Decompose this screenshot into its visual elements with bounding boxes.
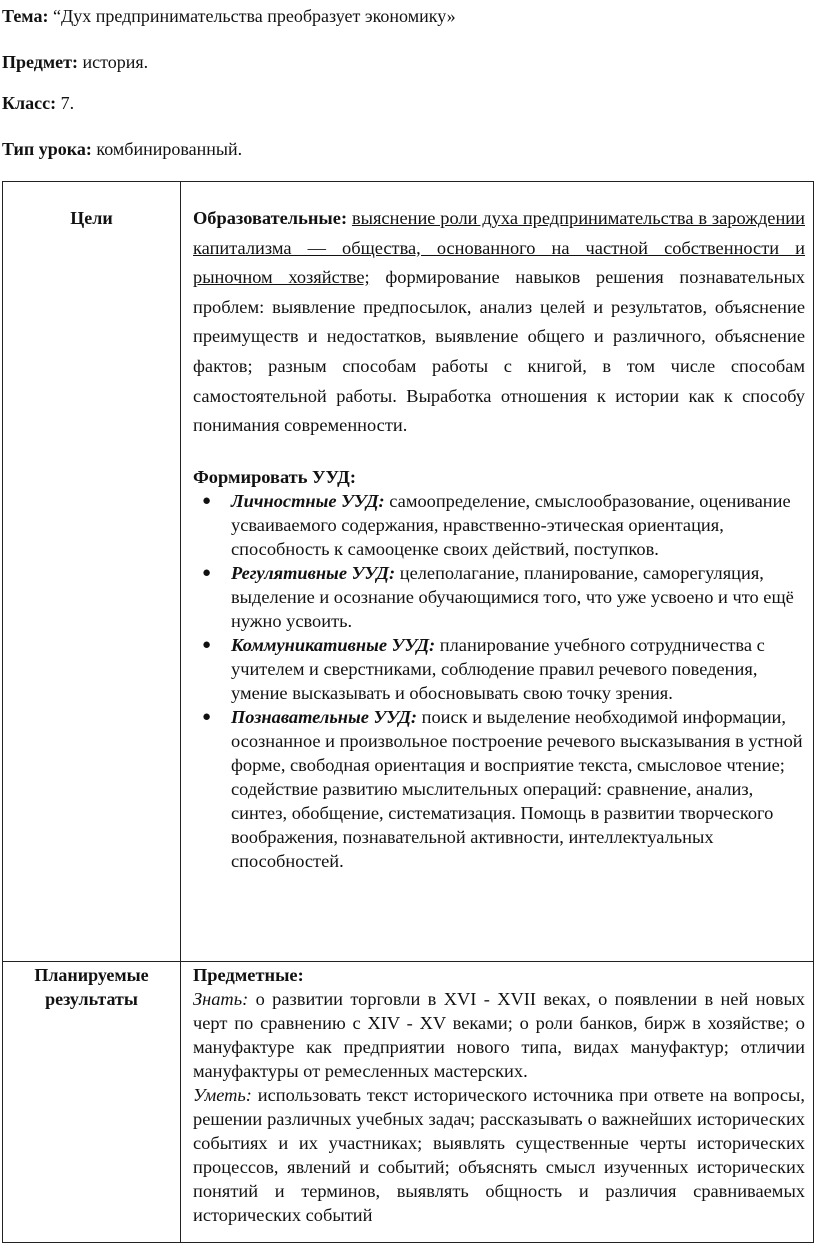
results-label: Планируемые результаты: [34, 965, 149, 1009]
bullet-icon: ●: [202, 708, 212, 725]
uud-item-text: планирование учебного сотрудничества с учителем и сверстниками, соблюдение правил речевого поведения, умение высказывать и обосновывать свою точку зрения.: [231, 634, 765, 703]
topic-value: “Дух предпринимательства преобразует экономику»: [52, 6, 456, 26]
list-item: [202, 705, 805, 873]
uud-item-label: Коммуникативные УУД:: [231, 634, 436, 655]
goals-label-cell: [3, 182, 181, 962]
list-item: [202, 633, 805, 705]
educational-label: Образовательные:: [193, 208, 348, 228]
topic-line: [2, 5, 456, 27]
uud-item-text: поиск и выделение необходимой информации, осознанное и произвольное построение речевого высказывания в устной форме, свободная ориентация и восприятие текста, смысловое чтение; содействие развитию мыслительных операций: сравнение, анализ, синтез, обобщение, систематизация. Помощь в развитии творческого воображения, познавательной активности, интеллектуальных способностей.: [231, 706, 803, 871]
results-row: [3, 962, 814, 1243]
uud-item-text: целеполагание, планирование, саморегуляция, выделение и осознание обучающимися того, что уже усвоено и что ещё нужно усвоить.: [231, 562, 794, 631]
can-text: использовать текст исторического источника при ответе на вопросы, решении различных учебных задач; рассказывать о важнейших исторических событиях и их участниках; выявлять существенные черты исторических процессов, явлений и событий; объяснять смысл изученных исторических понятий и терминов, выявлять общность и различия сравниваемых исторических событий: [193, 1085, 805, 1225]
lesson-type-value: комбинированный.: [96, 139, 243, 159]
educational-underlined-text: выяснение роли духа предпринимательства в зарождении капитализма — общества, основанного на частной собственности и рыночном хозяйстве;: [193, 208, 805, 288]
topic-label: Тема:: [2, 6, 49, 26]
lesson-type-line: [2, 138, 242, 160]
uud-item-label: Личностные УУД:: [231, 490, 385, 511]
uud-item-text: самоопределение, смыслообразование, оценивание усваиваемого содержания, нравственно-этическая ориентация, способность к самооценке своих действий, поступков.: [231, 490, 791, 559]
educational-goals-paragraph: [193, 204, 805, 441]
goals-label: Цели: [70, 208, 113, 228]
know-text: о развитии торговли в XVI - XVII веках, о появлении в ней новых черт по сравнению с XIV - XV веками; о роли банков, бирж в хозяйстве; о мануфактуре как предприятии нового типа, видах мануфактур; отличии мануфактуры от ремесленных мастерских.: [193, 989, 806, 1081]
class-value: 7.: [60, 93, 75, 113]
list-item: [202, 561, 805, 633]
lesson-plan-table: [2, 181, 814, 1243]
uud-list: [193, 489, 805, 873]
subject-value: история.: [82, 52, 149, 72]
results-label-cell: [3, 962, 181, 1243]
can-label: Уметь:: [193, 1085, 252, 1105]
educational-rest-text: формирование навыков решения познавательных проблем: выявление предпосылок, анализ целей и результатов, объяснение преимуществ и недостатков, выявление общего и различного, объяснение фактов; разным способам работы с книгой, в том числе способам самостоятельной работы. Выработка отношения к истории как к способу понимания современности.: [193, 267, 805, 436]
goals-row: [3, 182, 814, 962]
bullet-icon: ●: [202, 492, 212, 509]
uud-heading: Формировать УУД:: [193, 466, 356, 487]
bullet-icon: ●: [202, 564, 212, 581]
know-label: Знать:: [193, 989, 249, 1009]
results-content-cell: [181, 962, 814, 1243]
class-label: Класс:: [2, 93, 57, 113]
goals-content-cell: [181, 182, 814, 962]
class-line: [2, 92, 74, 114]
lesson-type-label: Тип урока:: [2, 139, 92, 159]
can-paragraph: [193, 1083, 805, 1227]
list-item: [202, 489, 805, 561]
subject-results-heading: Предметные:: [193, 965, 304, 985]
subject-label: Предмет:: [2, 52, 78, 72]
bullet-icon: ●: [202, 636, 212, 653]
subject-line: [2, 51, 148, 73]
uud-item-label: Регулятивные УУД:: [231, 562, 396, 583]
uud-item-label: Познавательные УУД:: [231, 706, 418, 727]
know-paragraph: [193, 987, 805, 1083]
